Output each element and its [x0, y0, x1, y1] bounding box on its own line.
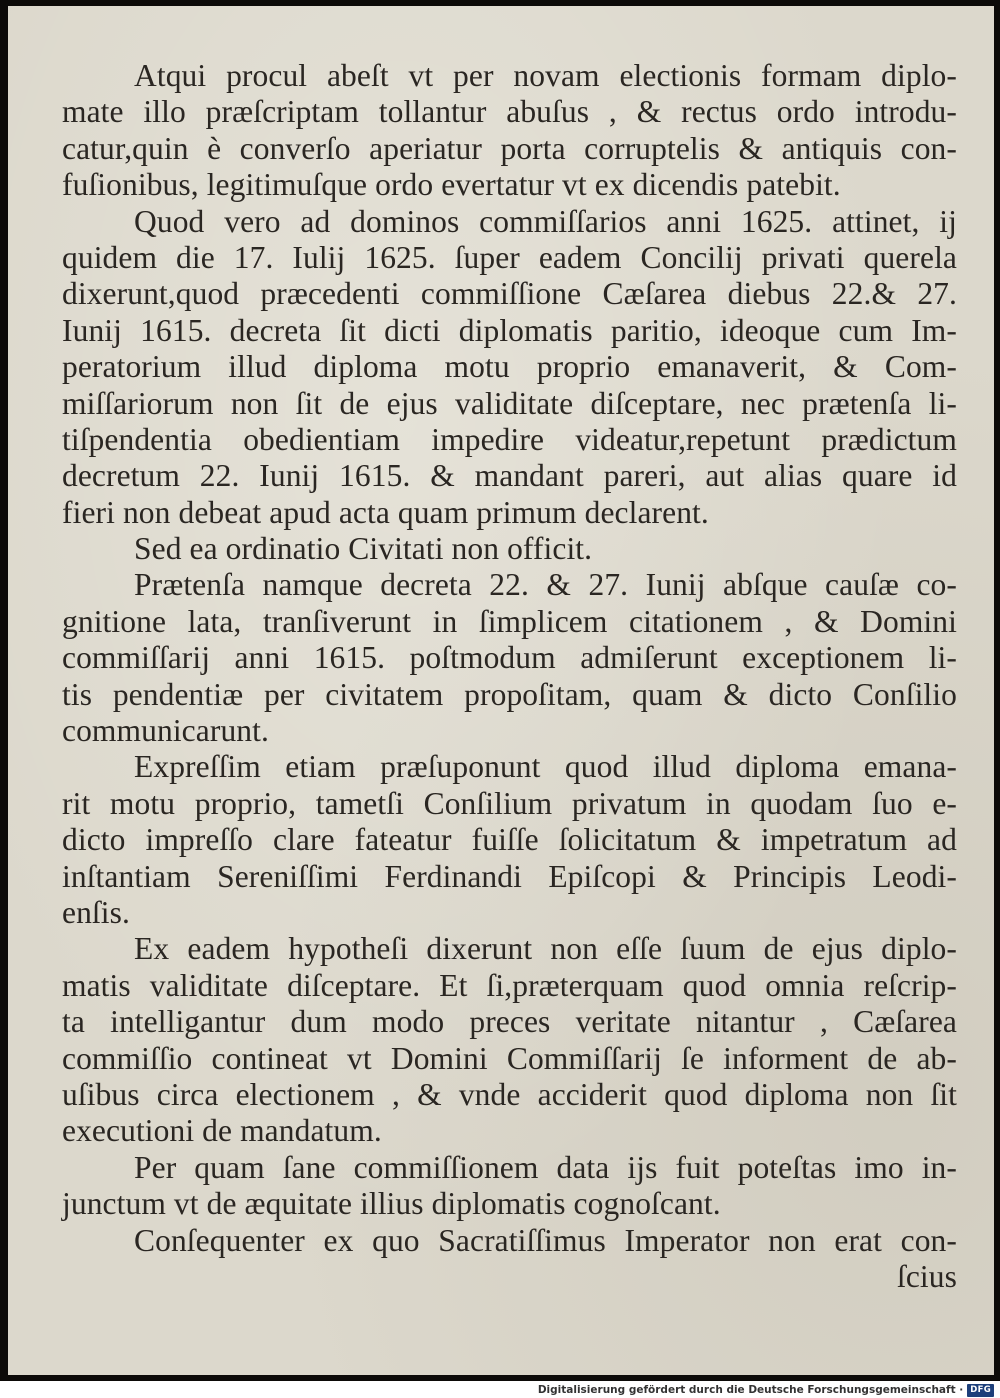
- text-line: Quod vero ad dominos commiſſarios anni 1625. attinet, ij: [134, 203, 957, 239]
- text-line: Sed ea ordinatio Civitati non officit.: [134, 531, 593, 567]
- text-line: fuſionibus, legitimuſque ordo evertatur vt ex dicendis patebit.: [62, 167, 841, 203]
- text-line: uſibus circa electionem , & vnde acciderit quod diploma non ſit: [62, 1076, 957, 1112]
- text-line: commiſſarij anni 1615. poſtmodum admiſerunt exceptionem li-: [62, 640, 957, 676]
- text-line: Conſequenter ex quo Sacratiſſimus Imperator non erat con-: [134, 1222, 957, 1258]
- text-line: quidem die 17. Iulij 1625. ſuper eadem Concilij privati querela: [62, 239, 957, 275]
- text-line: junctum vt de æquitate illius diplomatis cognoſcant.: [62, 1186, 721, 1222]
- text-line: ta intelligantur dum modo preces veritate nitantur , Cæſarea: [62, 1004, 957, 1040]
- document-page: [8, 6, 994, 1375]
- text-line: Expreſſim etiam præſuponunt quod illud diploma emana-: [134, 749, 957, 785]
- text-line: communicarunt.: [62, 713, 269, 749]
- text-line: Atqui procul abeſt vt per novam electionis formam diplo-: [134, 58, 957, 93]
- text-line: rit motu proprio, tametſi Conſilium privatum in quodam ſuo e-: [62, 785, 957, 821]
- text-line: tis pendentiæ per civitatem propoſitam, quam & dicto Conſilio: [62, 676, 957, 712]
- catchword: ſcius: [897, 1258, 957, 1294]
- text-line: mate illo præſcriptam tollantur abuſus , & rectus ordo introdu-: [62, 94, 957, 130]
- text-line: decretum 22. Iunij 1615. & mandant pareri, aut alias quare id: [62, 458, 957, 494]
- body-text: [62, 58, 957, 1295]
- text-line: catur,quin è converſo aperiatur porta corruptelis & antiquis con-: [62, 130, 957, 166]
- text-line: Per quam ſane commiſſionem data ijs fuit poteſtas imo in-: [134, 1149, 957, 1185]
- text-line: Prætenſa namque decreta 22. & 27. Iunij abſque cauſæ co-: [134, 567, 957, 603]
- digitization-footer: [538, 1383, 994, 1397]
- text-line: inſtantiam Sereniſſimi Ferdinandi Epiſcopi & Principis Leodi-: [62, 858, 957, 894]
- text-line: Ex eadem hypotheſi dixerunt non eſſe ſuum de ejus diplo-: [134, 931, 957, 967]
- text-line: Iunij 1615. decreta ſit dicti diplomatis paritio, ideoque cum Im-: [62, 312, 957, 348]
- text-line: dixerunt,quod præcedenti commiſſione Cæſarea diebus 22.& 27.: [62, 276, 957, 312]
- text-line: miſſariorum non ſit de ejus validitate diſceptare, nec prætenſa li-: [62, 385, 957, 421]
- text-line: fieri non debeat apud acta quam primum declarent.: [62, 494, 709, 530]
- text-line: peratorium illud diploma motu proprio emanaverit, & Com-: [62, 349, 957, 385]
- text-line: matis validitate diſceptare. Et ſi,præterquam quod omnia reſcrip-: [62, 967, 957, 1003]
- text-line: gnitione lata, tranſiverunt in ſimplicem citationem , & Domini: [62, 603, 957, 639]
- text-line: commiſſio contineat vt Domini Commiſſarij ſe informent de ab-: [62, 1040, 957, 1076]
- text-line: executioni de mandatum.: [62, 1113, 382, 1149]
- text-line: enſis.: [62, 894, 130, 930]
- text-line: dicto impreſſo clare fateatur fuiſſe ſolicitatum & impetratum ad: [62, 822, 957, 858]
- dfg-logo-icon: DFG: [967, 1384, 994, 1397]
- text-line: tiſpendentia obedientiam impedire videatur,repetunt prædictum: [62, 421, 957, 457]
- footer-credit: Digitalisierung gefördert durch die Deutsche Forschungsgemeinschaft ·: [537, 1384, 964, 1396]
